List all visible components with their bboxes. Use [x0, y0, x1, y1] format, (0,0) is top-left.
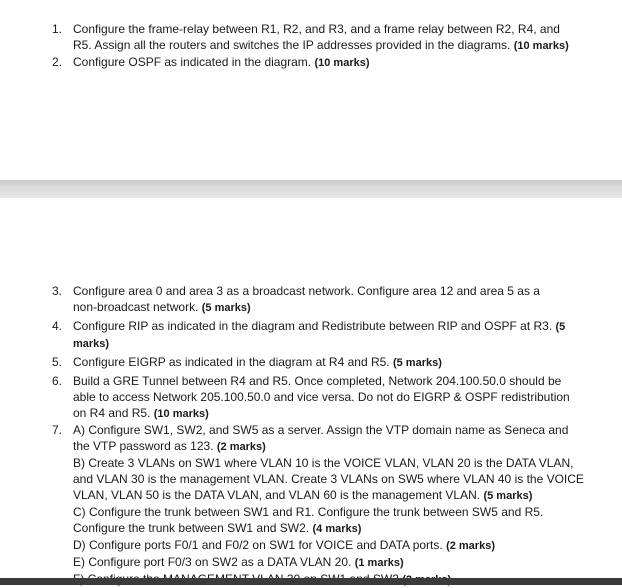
- subtask-d-line: [73, 537, 563, 554]
- marks-label: (1 marks): [354, 557, 404, 569]
- item-number: 4.: [52, 319, 63, 333]
- task-item-1: [0, 21, 569, 54]
- marks-label: (5 marks): [392, 357, 442, 369]
- subtask-e-line: [73, 554, 563, 571]
- item-number: 1.: [52, 22, 63, 36]
- item-text: Configure RIP as indicated in the diagram and Redistribute between RIP and OSPF at R3.: [73, 319, 553, 333]
- task-item-3: [0, 283, 563, 316]
- marks-label: (2 marks): [216, 441, 266, 453]
- item-text: able to access Network 205.100.50.0 and vice versa. Do not do EIGRP & OSPF redistribution: [73, 390, 570, 404]
- subtask-a-line: [73, 438, 563, 455]
- marks-label: (10 marks): [153, 408, 209, 420]
- item-text: VLAN, VLAN 50 is the DATA VLAN, and VLAN 60 is the management VLAN.: [73, 488, 481, 502]
- marks-label: (5 marks): [483, 490, 533, 502]
- item-number: 3.: [52, 284, 63, 298]
- item-text: Configure the trunk between SW1 and SW2.: [73, 521, 310, 535]
- document-page-top: [0, 0, 622, 180]
- subtask-b-line: [73, 487, 563, 504]
- subtask-a-line: A) Configure SW1, SW2, and SW5 as a server. Assign the VTP domain name as Seneca and: [73, 423, 569, 437]
- task-item-4: [0, 318, 566, 352]
- item-number: 6.: [52, 374, 63, 388]
- task-item-7: [0, 422, 584, 588]
- item-text: E) Configure port F0/3 on SW2 as a DATA VLAN 20.: [73, 555, 352, 569]
- task-item-5: [0, 354, 563, 371]
- item-text: R5. Assign all the routers and switches the IP addresses provided in the diagrams.: [73, 38, 511, 52]
- item-text: the VTP password as 123.: [73, 439, 214, 453]
- item-text: Build a GRE Tunnel between R4 and R5. Once completed, Network 204.100.50.0 should be: [73, 374, 562, 388]
- item-text-line: [73, 318, 566, 335]
- item-number: 2.: [52, 55, 63, 69]
- item-text: Configure EIGRP as indicated in the diagram at R4 and R5.: [73, 355, 390, 369]
- task-item-2: [0, 54, 563, 71]
- marks-label: (2 marks): [446, 540, 495, 552]
- item-text-line: [73, 405, 563, 422]
- item-text-line: [73, 54, 563, 71]
- item-text: Configure area 0 and area 3 as a broadcast network. Configure area 12 and area 5 as a: [73, 284, 540, 298]
- item-number: 7.: [52, 423, 63, 437]
- subtask-c-line: [73, 520, 563, 537]
- marks-label: (10 marks): [314, 57, 370, 69]
- document-page-bottom: [0, 198, 622, 578]
- marks-label: (5 marks): [201, 302, 251, 314]
- subtask-b-line: B) Create 3 VLANs on SW1 where VLAN 10 is the VOICE VLAN, VLAN 20 is the DATA VLAN,: [73, 456, 574, 470]
- item-text-line: [73, 299, 563, 316]
- marks-label: marks): [73, 338, 110, 350]
- task-list-top: [0, 21, 569, 71]
- bottom-scroll-bar: [0, 578, 622, 585]
- task-list-bottom: [0, 283, 584, 588]
- item-text-line: [73, 335, 563, 352]
- page-separator: [0, 180, 622, 198]
- marks-label: (10 marks): [513, 40, 569, 52]
- task-item-6: [0, 373, 570, 422]
- subtask-c-line: C) Configure the trunk between SW1 and R1. Configure the trunk between SW5 and R5.: [73, 505, 544, 519]
- marks-label: (4 marks): [312, 523, 362, 535]
- item-text: non-broadcast network.: [73, 300, 199, 314]
- item-number: 5.: [52, 355, 63, 369]
- subtask-b-line: and VLAN 30 is the management VLAN. Create 3 VLANs on SW5 where VLAN 40 is the VOICE: [73, 472, 584, 486]
- item-text-line: [73, 37, 569, 54]
- item-text: Configure the frame-relay between R1, R2, and R3, and a frame relay between R2, R4, and: [73, 22, 560, 36]
- marks-label: (5: [555, 321, 566, 333]
- item-text: D) Configure ports F0/1 and F0/2 on SW1 for VOICE and DATA ports.: [73, 538, 443, 552]
- item-text: Configure OSPF as indicated in the diagram.: [73, 55, 312, 69]
- item-text-line: [73, 354, 563, 371]
- item-text: on R4 and R5.: [73, 406, 151, 420]
